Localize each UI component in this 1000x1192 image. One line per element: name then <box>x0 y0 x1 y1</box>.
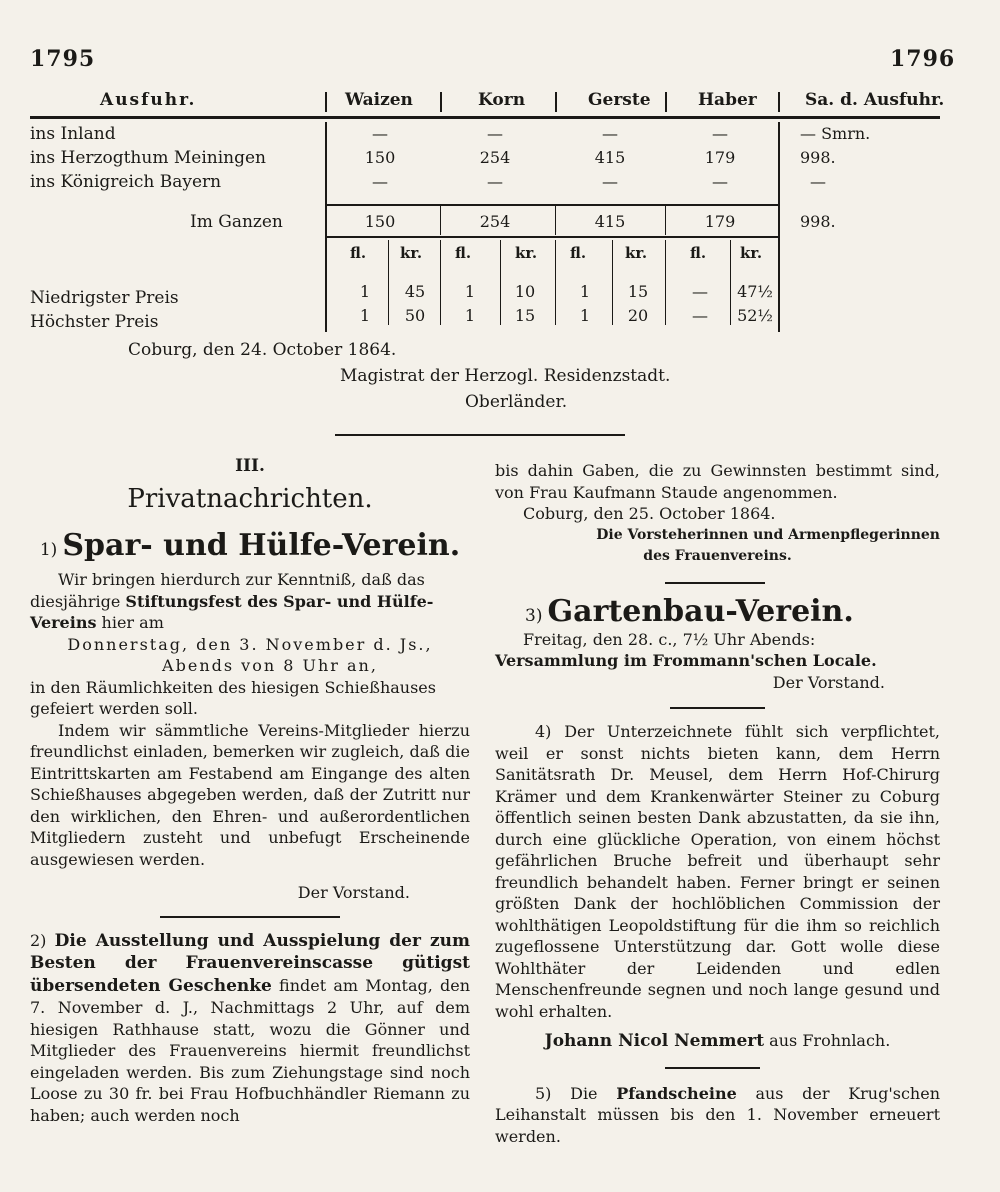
right-signature-a: Die Vorsteherinnen und Armenpflegerinnen <box>596 526 940 543</box>
cell: 179 <box>704 148 736 167</box>
item2-number: 2) <box>30 930 47 950</box>
item2-text: findet am Montag, den 7. November d. J., Nachmittags 2 Uhr, auf dem hiesigen Rathhause statt, wozu die Gönner und Mitglieder des Frauenvereins hiermit freundlichst eingeladen werden. Bis zum Ziehungstage sind noch Loose zu 30 fr. bei Frau Hofbuchhändler Riemann zu haben; auch werden noch <box>30 975 470 1125</box>
item3-text-plain: Freitag, den 28. c., 7½ Uhr Abends: <box>523 629 816 649</box>
currency-kr: kr. <box>740 244 763 262</box>
item1-heading <box>30 528 470 563</box>
item2-paragraph <box>30 930 470 1127</box>
item5-text: Die <box>570 1083 617 1103</box>
item4-text: Der Unterzeichnete fühlt sich verpflichtet, weil er sonst nichts bieten kann, dem Herrn Sanitätsrath Dr. Meusel, dem Herrn Hof-Chirurg Krämer und dem Krankenwärter Steiner zu Coburg öffentlich seinen besten Dank abzustatten, da sie ihn, durch eine glückliche Operation, von einem höchst gefährlichen Bruche befreit und überhaupt sehr freundlich behandelt haben. Ferner bringt er seinen größten Dank der hochlöblichen Commission der wohlthätigen Leopoldstiftung für die ihm so reichlich zugeflossene Unterstützung dar. Gott wolle diese Wohlthäter der Leidenden und edlen Menschenfreunde segnen und noch lange gesund und wohl erhalten. <box>495 722 940 1021</box>
item1-number: 1) <box>39 540 58 560</box>
price-cell: 47½ <box>737 282 773 301</box>
price-cell: 1 <box>464 306 476 325</box>
cell: — <box>372 124 388 143</box>
item1-paragraph1 <box>30 569 470 634</box>
item3-text-emphasis: Versammlung im Frommann'schen Locale. <box>495 651 877 670</box>
header-summe: Sa. d. Ausfuhr. <box>805 90 945 110</box>
currency-fl: fl. <box>690 244 707 262</box>
cell-total: 254 <box>479 212 511 231</box>
item5-text: aus der Krug'schen Leihanstalt müssen bis den 1. November erneuert werden. <box>495 1083 941 1146</box>
item1-text: Wir bringen hierdurch zur Kenntniß, daß das diesjährige <box>30 570 425 611</box>
price-cell: 1 <box>579 306 591 325</box>
cell-total: 150 <box>364 212 396 231</box>
item1-emphasis: Stiftungsfest des Spar- und Hülfe-Vereins <box>30 591 434 632</box>
item1-signature: Der Vorstand. <box>297 883 410 902</box>
price-cell: 15 <box>514 306 536 325</box>
currency-fl: fl. <box>455 244 472 262</box>
item3-text <box>495 629 940 672</box>
row-label-max-price: Höchster Preis <box>30 312 159 332</box>
cell: 254 <box>479 148 511 167</box>
item3-signature: Der Vorstand. <box>772 672 885 692</box>
item1-date2: Abends von 8 Uhr an, <box>162 656 378 675</box>
item1-paragraph2: in den Räumlichkeiten des hiesigen Schießhauses gefeiert werden soll. <box>30 677 436 718</box>
item1-paragraph3: Indem wir sämmtliche Vereins-Mitglieder hierzu freundlichst einladen, bemerken wir zugleich, daß die Eintrittskarten am Festabend am Eingange des alten Schießhauses abgegeben werden, daß der Zutritt nur den wirklichen, den Ehren- und außerordentlichen Mitgliedern zusteht und unbefugt Erscheinende ausgewiesen werden. <box>30 720 470 869</box>
currency-fl: fl. <box>570 244 587 262</box>
signoff-place-date: Coburg, den 24. October 1864. <box>128 340 397 360</box>
price-cell: 52½ <box>737 306 773 325</box>
right-date: Coburg, den 25. October 1864. <box>523 504 776 523</box>
signoff-name: Oberländer. <box>465 392 568 412</box>
cell: — <box>712 172 728 191</box>
price-cell: 50 <box>404 306 426 325</box>
item4-number: 4) <box>535 722 552 741</box>
cell-sum: 998. <box>800 148 836 167</box>
item3-title: Gartenbau-Verein. <box>547 593 854 629</box>
price-cell: 15 <box>627 282 649 301</box>
cell: — <box>372 172 388 191</box>
row-label-bayern: ins Königreich Bayern <box>30 172 222 192</box>
right-continuation: bis dahin Gaben, die zu Gewinnsten bestimmt sind, von Frau Kaufmann Staude angenommen. <box>495 461 940 502</box>
signoff-authority: Magistrat der Herzogl. Residenzstadt. <box>340 366 671 386</box>
cell: — <box>602 172 618 191</box>
header-waizen: Waizen <box>345 90 413 110</box>
cell-total: 415 <box>594 212 626 231</box>
cell-sum: — <box>810 172 826 191</box>
item5-emphasis: Pfandscheine <box>616 1083 737 1103</box>
price-cell: 45 <box>404 282 426 301</box>
cell-sum: — Smrn. <box>800 124 871 143</box>
header-korn: Korn <box>478 90 526 110</box>
cell: 150 <box>364 148 396 167</box>
section-title: Privatnachrichten. <box>127 484 373 514</box>
item4-signer: Johann Nicol Nemmert <box>544 1031 765 1051</box>
cell: — <box>602 124 618 143</box>
item4-paragraph <box>495 721 940 1022</box>
currency-fl: fl. <box>350 244 367 262</box>
cell-total: 179 <box>704 212 736 231</box>
right-signature-b: des Frauenvereins. <box>643 548 792 564</box>
page-number-left: 1795 <box>30 46 96 72</box>
row-label-meiningen: ins Herzogthum Meiningen <box>30 148 266 168</box>
item1-date1: Donnerstag, den 3. November d. Js., <box>67 634 433 654</box>
price-cell: — <box>692 282 708 301</box>
row-label-inland: ins Inland <box>30 124 116 144</box>
header-gerste: Gerste <box>588 90 651 110</box>
row-label-total: Im Ganzen <box>190 212 283 232</box>
section-number: III. <box>235 456 265 476</box>
price-cell: — <box>692 306 708 325</box>
left-column <box>30 456 470 1126</box>
item4-signer-place: aus Frohnlach. <box>764 1031 891 1050</box>
header-haber: Haber <box>698 90 757 110</box>
price-cell: 10 <box>514 282 536 301</box>
cell: — <box>487 124 503 143</box>
cell: 415 <box>594 148 626 167</box>
item5-number: 5) <box>535 1083 552 1103</box>
cell: — <box>487 172 503 191</box>
page-number-right: 1796 <box>890 46 956 72</box>
item5-paragraph <box>495 1083 940 1148</box>
price-cell: 1 <box>359 306 371 325</box>
item4-signature <box>495 1030 940 1053</box>
right-column <box>495 460 940 1147</box>
header-ausfuhr: Ausfuhr. <box>100 90 197 110</box>
price-cell: 1 <box>464 282 476 301</box>
price-cell: 1 <box>579 282 591 301</box>
currency-kr: kr. <box>400 244 423 262</box>
currency-kr: kr. <box>625 244 648 262</box>
price-cell: 1 <box>359 282 371 301</box>
currency-kr: kr. <box>515 244 538 262</box>
item3-number: 3) <box>525 605 543 626</box>
cell: — <box>712 124 728 143</box>
item1-text: hier am <box>96 613 164 632</box>
cell-sum-total: 998. <box>800 212 836 231</box>
row-label-min-price: Niedrigster Preis <box>30 288 179 308</box>
item2-emphasis: Die Ausstellung und Ausspielung der zum Besten der Frauenvereinscasse gütigst übersendeten Geschenke <box>30 930 470 996</box>
item1-title: Spar- und Hülfe-Verein. <box>62 528 461 563</box>
price-cell: 20 <box>627 306 649 325</box>
item3-heading <box>495 594 940 629</box>
